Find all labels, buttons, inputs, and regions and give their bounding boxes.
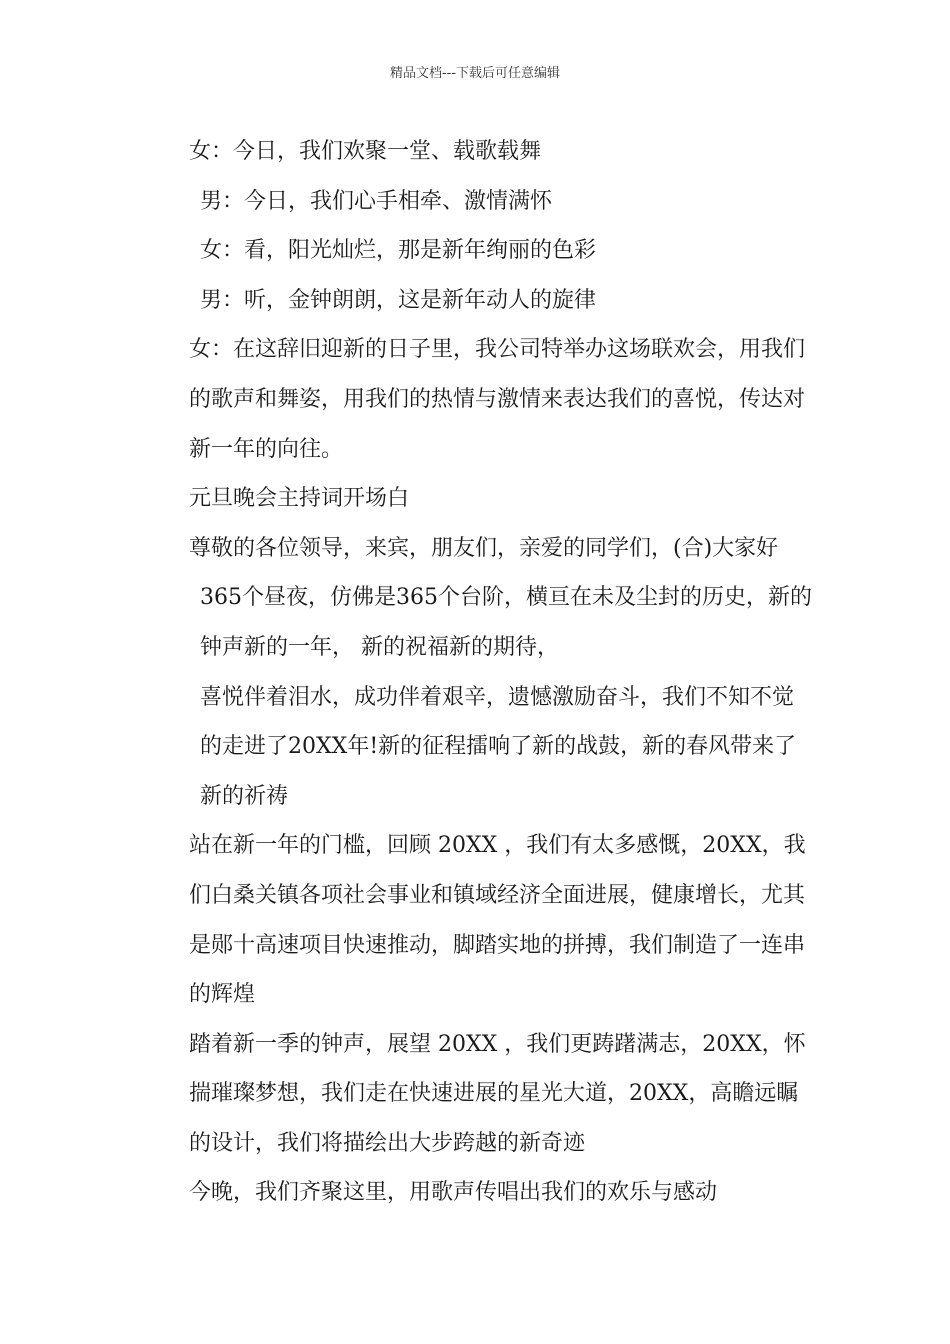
document-body [145,127,813,1218]
paragraph: 站在新一年的门槛，回顾 20XX ，我们有太多感慨，20XX，我们白桑关镇各项社会事业和镇域经济全面进展，健康增长，尤其是郧十高速项目快速推动，脚踏实地的拼搏，我们制造了一连串的辉煌 [189,833,806,1008]
paragraph: 踏着新一季的钟声，展望 20XX ，我们更踌躇满志，20XX，怀揣璀璨梦想，我们走在快速进展的星光大道，20XX，高瞻远瞩的设计，我们将描绘出大步跨越的新奇迹 [189,1031,806,1156]
paragraph: 女：今日，我们欢聚一堂、载歌载舞 [189,139,542,164]
paragraph: 男：听，金钟朗朗，这是新年动人的旋律 [200,287,597,313]
paragraph: 女：看，阳光灿烂，那是新年绚丽的色彩 [200,238,597,264]
paragraph: 365个昼夜，仿佛是365个台阶，横亘在未及尘封的历史，新的钟声新的一年， 新的祝福新的期待， [200,585,812,660]
paragraph: 尊敬的各位领导，来宾，朋友们，亲爱的同学们，(合)大家好 [189,535,779,561]
paragraph: 喜悦伴着泪水，成功伴着艰辛，遗憾激励奋斗，我们不知不觉的走进了20XX年!新的征程擂响了新的战鼓，新的春风带来了新的祈祷 [200,684,797,809]
paragraph: 男：今日，我们心手相牵、激情满怀 [200,188,553,214]
paragraph: 元旦晚会主持词开场白 [189,486,410,512]
page-header: 精品文档---下载后可任意编辑 [389,66,561,81]
paragraph: 今晚，我们齐聚这里，用歌声传唱出我们的欢乐与感动 [189,1180,718,1206]
paragraph: 女：在这辞旧迎新的日子里，我公司特举办这场联欢会，用我们的歌声和舞姿，用我们的热情与激情来表达我们的喜悦，传达对新一年的向往。 [189,337,806,462]
